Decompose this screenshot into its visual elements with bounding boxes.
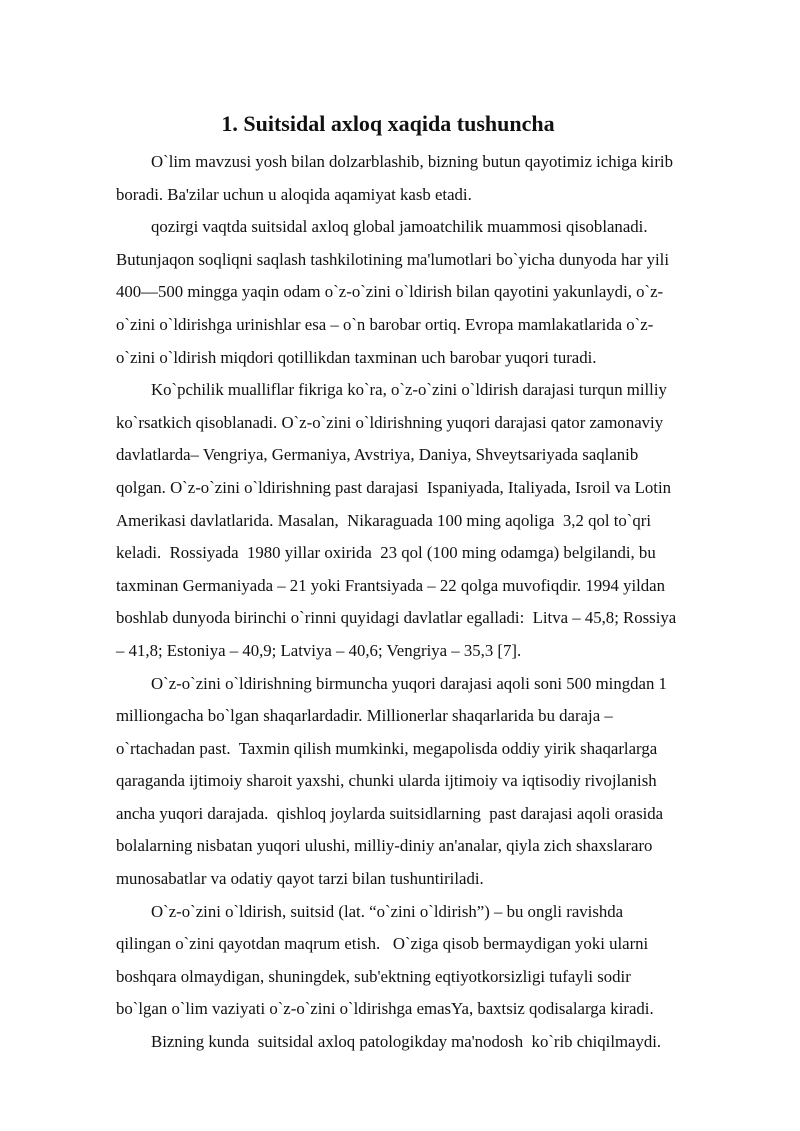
text-line: ancha yuqori darajada. qishloq joylarda suitsidlarning past darajasi aqoli orasida [116, 803, 664, 823]
text-line: Amerikasi davlatlarida. Masalan, Nikaraguada 100 ming aqoliga 3,2 qol to`qri [116, 510, 651, 530]
text-line: qilingan o`zini qayotdan maqrum etish. O`ziga qisob bermaydigan yoki ularni [116, 934, 649, 954]
text-line: boshlab dunyoda birinchi o`rinni quyidagi davlatlar egalladi: Litva – 45,8; Rossiya [116, 608, 677, 628]
text-line: Bizning kunda suitsidal axloq patologikday ma'nodosh ko`rib chiqilmaydi. [151, 1032, 662, 1052]
text-line: boshqara olmaydigan, shuningdek, sub'ektning eqtiyotkorsizligi tufayli sodir [116, 966, 631, 986]
text-line: qolgan. O`z-o`zini o`ldirishning past darajasi Ispaniyada, Italiyada, Isroil va Lotin [116, 477, 672, 497]
text-line: Ko`pchilik mualliflar fikriga ko`ra, o`z-o`zini o`ldirish darajasi turqun milliy [151, 380, 667, 400]
paragraph [116, 668, 746, 896]
text-line: taxminan Germaniyada – 21 yoki Frantsiyada – 22 qolga muvofiqdir. 1994 yildan [116, 575, 666, 595]
text-line: O`z-o`zini o`ldirishning birmuncha yuqori darajasi aqoli soni 500 mingdan 1 [151, 673, 667, 693]
text-line: bo`lgan o`lim vaziyati o`z-o`zini o`ldirishga emasYa, baxtsiz qodisalarga kiradi. [116, 999, 654, 1019]
paragraph [116, 374, 746, 667]
paragraph [116, 211, 746, 374]
text-line: qaraganda ijtimoiy sharoit yaxshi, chunki ularda ijtimoiy va iqtisodiy rivojlanish [116, 771, 657, 791]
text-line: – 41,8; Estoniya – 40,9; Latviya – 40,6; Vengriya – 35,3 [7]. [116, 640, 522, 660]
document-body [116, 146, 746, 1059]
text-line: bolalarning nisbatan yuqori ulushi, milliy-diniy an'analar, qiyla zich shaxslararo [116, 836, 653, 856]
text-line: keladi. Rossiyada 1980 yillar oxirida 23 qol (100 ming odamga) belgilandi, bu [116, 543, 656, 563]
text-line: O`lim mavzusi yosh bilan dolzarblashib, bizning butun qayotimiz ichiga kirib [151, 152, 673, 171]
text-line: 400—500 mingga yaqin odam o`z-o`zini o`ldirish bilan qayotini yakunlaydi, o`z- [116, 282, 664, 302]
text-line: munosabatlar va odatiy qayot tarzi bilan tushuntiriladi. [116, 869, 484, 889]
text-line: o`zini o`ldirish miqdori qotillikdan taxminan uch barobar yuqori turadi. [116, 347, 597, 367]
paragraph [116, 896, 746, 1026]
text-line: o`rtachadan past. Taxmin qilish mumkinki, megapolisda oddiy yirik shaqarlarga [116, 738, 658, 758]
text-line: qozirgi vaqtda suitsidal axloq global jamoatchilik muammosi qisoblanadi. [151, 217, 648, 237]
text-line: boradi. Ba'zilar uchun u aloqida aqamiyat kasb etadi. [116, 184, 472, 204]
text-line: milliongacha bo`lgan shaqarlardadir. Millionerlar shaqarlarida bu daraja – [116, 706, 613, 726]
text-line: Butunjaqon soqliqni saqlash tashkilotining ma'lumotlari bo`yicha dunyoda har yili [116, 249, 670, 269]
paragraph [116, 1026, 746, 1059]
text-line: o`zini o`ldirishga urinishlar esa – o`n barobar ortiq. Evropa mamlakatlarida o`z- [116, 314, 654, 334]
paragraph [116, 146, 746, 211]
document-title: 1. Suitsidal axloq xaqida tushuncha [221, 111, 555, 136]
text-line: davlatlarda– Vengriya, Germaniya, Avstriya, Daniya, Shveytsariyada saqlanib [116, 445, 639, 465]
text-line: ko`rsatkich qisoblanadi. O`z-o`zini o`ldirishning yuqori darajasi qator zamonaviy [116, 412, 664, 432]
text-line: O`z-o`zini o`ldirish, suitsid (lat. “o`zini o`ldirish”) – bu ongli ravishda [151, 901, 624, 921]
